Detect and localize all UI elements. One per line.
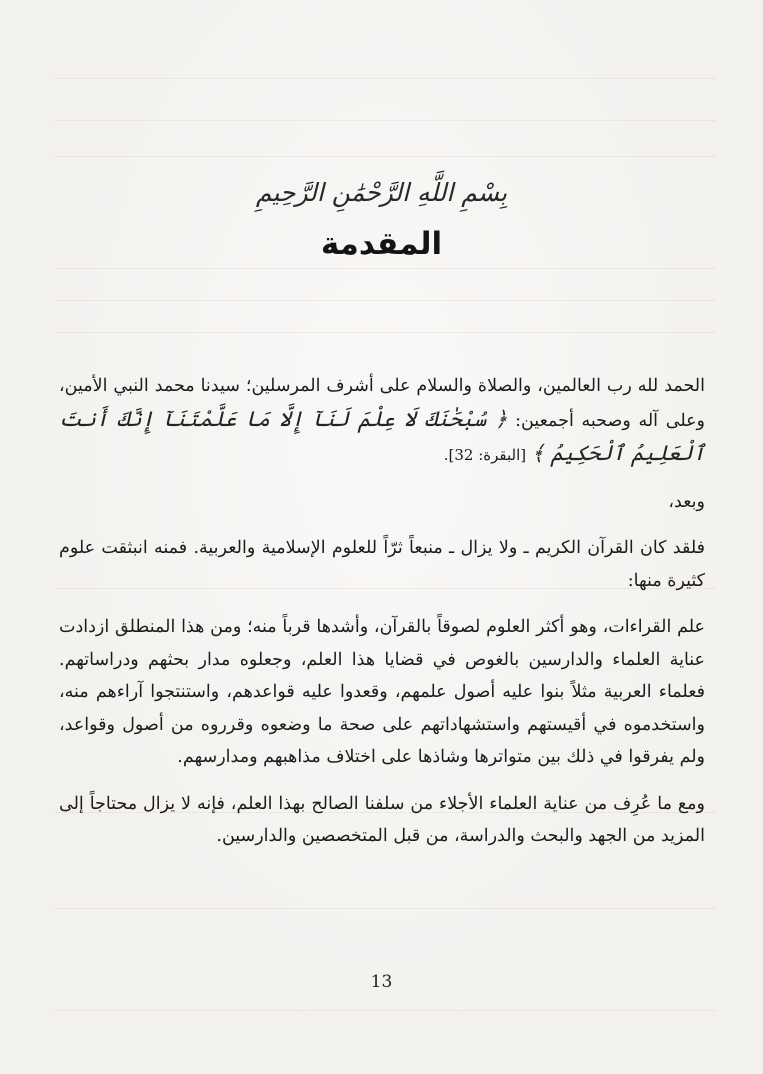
page-title: المقدمة <box>320 226 443 262</box>
paragraph-quran-source: فلقد كان القرآن الكريم ـ ولا يزال ـ منبعاً ثرّاً للعلوم الإسلامية والعربية. فمنه انبثقت علوم كثيرة منها: <box>59 538 705 591</box>
bleed-through-line <box>55 156 715 158</box>
bleed-through-line <box>55 300 715 302</box>
bleed-through-line <box>55 78 715 80</box>
basmala: بِسْمِ اللَّهِ الرَّحْمَٰنِ الرَّحِيمِ <box>255 178 508 207</box>
quran-verse: ﴿ سُبْحَٰنَكَ لَا عِلْمَ لَنَآ إِلَّا مَا عَلَّمْتَنَآ إِنَّكَ أَنتَ ٱلْعَلِيمُ ٱلْحَكِيمُ ﴾ <box>59 406 705 465</box>
page-number: 13 <box>370 972 393 992</box>
bleed-through-line <box>55 332 715 334</box>
bleed-through-line <box>55 1010 715 1012</box>
paragraph-need-for-study: ومع ما عُرِف من عناية العلماء الأجلاء من سلفنا الصالح بهذا العلم، فإنه لا يزال محتاجاً إلى المزيد من الجهد والبحث والدراسة، من قبل المتخصصين والدارسين. <box>59 793 705 846</box>
paragraph-transition: وبعد، <box>668 491 705 512</box>
opening-praise: الحمد لله رب العالمين، والصلاة والسلام على أشرف المرسلين؛ سيدنا محمد النبي الأمين، وعلى آله وصحبه أجمعين: <box>59 376 706 431</box>
main-text <box>59 370 705 853</box>
verse-reference: [البقرة: 32]. <box>443 446 527 464</box>
bleed-through-line <box>55 268 715 270</box>
bleed-through-line <box>55 120 715 122</box>
paragraph-qiraat: علم القراءات، وهو أكثر العلوم لصوقاً بالقرآن، وأشدها قرباً منه؛ ومن هذا المنطلق ازدادت عناية العلماء والدارسين بالغوص في قضايا هذا العلم، وجعلوه مدار بحثهم ودراساتهم. فعلماء العربية مثلاً بنوا عليه أصول علمهم، وقعدوا عليه قواعدهم، واستنتجوا آراءهم منه، واستخدموه في أقيستهم واستشهاداتهم على صحة ما وضعوه وقرروه من أصول وقواعد، ولم يفرقوا في ذلك بين متواترها وشاذها على اختلاف مذاهبهم ومدارسهم. <box>59 617 705 767</box>
paragraph-opening <box>59 370 705 472</box>
bleed-through-line <box>55 908 715 910</box>
